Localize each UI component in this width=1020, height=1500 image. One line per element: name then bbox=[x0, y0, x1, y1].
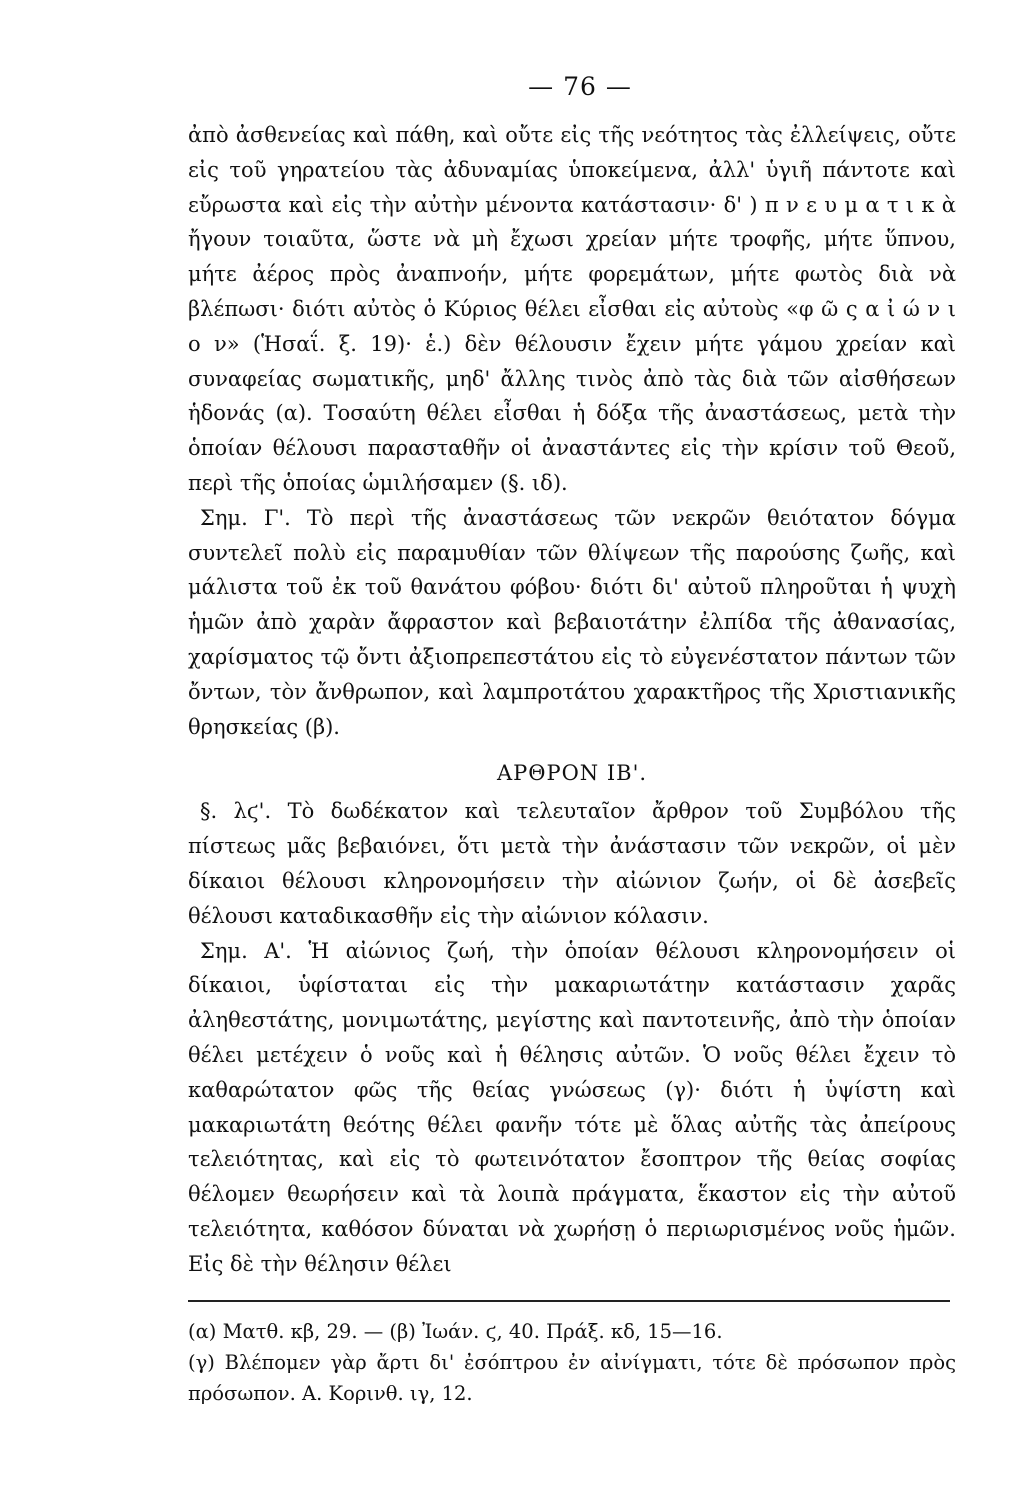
paragraph-article-twelve: §. λϛ'. Τὸ δωδέκατον καὶ τελευταῖον ἄρθρον τοῦ Συμβόλου τῆς πίστεως μᾶς βεβαιόνει, ὅτι μετὰ τὴν ἀνάστασιν τῶν νεκρῶν, οἱ μὲν δίκαιοι θέλουσι κληρονομήσειν τὴν αἰώνιον ζωήν, οἱ δὲ ἀσεβεῖς θέλουσι καταδικασθῆν εἰς τὴν αἰώνιον κόλασιν. bbox=[188, 799, 956, 928]
paragraph-resurrection-continued: ἀπὸ ἀσθενείας καὶ πάθη, καὶ οὔτε εἰς τῆς νεότητος τὰς ἐλλείψεις, οὔτε εἰς τοῦ γηρατείου τὰς ἀδυναμίας ὑποκείμενα, ἀλλ' ὑγιῆ πάντοτε καὶ εὔρωστα καὶ εἰς τὴν αὐτὴν μένοντα κατάστασιν· δ' ) π ν ε υ μ α τ ι κ ὰ ἤγουν τοιαῦτα, ὥστε νὰ μὴ ἔχωσι χρείαν μήτε τροφῆς, μήτε ὕπνου, μήτε ἀέρος πρὸς ἀναπνοήν, μήτε φορεμάτων, μήτε φωτὸς διὰ νὰ βλέπωσι· διότι αὐτὸς ὁ Κύριος θέλει εἶσθαι εἰς αὐτοὺς «φ ῶ ς α ἰ ώ ν ι ο ν» (Ἡσαΐ. ξ. 19)· ἑ.) δὲν θέλουσιν ἔχειν μήτε γάμου χρείαν καὶ συναφείας σωματικῆς, μηδ' ἄλλης τινὸς ἀπὸ τὰς διὰ τῶν αἰσθήσεων ἡδονάς (α). Τοσαύτη θέλει εἶσθαι ἡ δόξα τῆς ἀναστάσεως, μετὰ τὴν ὁποίαν θέλουσι παρασταθῆν οἱ ἀναστάντες εἰς τὴν κρίσιν τοῦ Θεοῦ, περὶ τῆς ὁποίας ὡμιλήσαμεν (§. ιδ). bbox=[188, 123, 956, 495]
page-number: — 76 — bbox=[528, 72, 632, 101]
paragraph-note-alpha: Σημ. Α'. Ἡ αἰώνιος ζωή, τὴν ὁποίαν θέλουσι κληρονομήσειν οἱ δίκαιοι, ὑφίσταται εἰς τὴν μακαριωτάτην κατάστασιν χαρᾶς ἀληθεστάτης, μονιμωτάτης, μεγίστης καὶ παντοτεινῆς, ἀπὸ τὴν ὁποίαν θέλει μετέχειν ὁ νοῦς καὶ ἡ θέλησις αὐτῶν. Ὁ νοῦς θέλει ἔχειν τὸ καθαρώτατον φῶς τῆς θείας γνώσεως (γ)· διότι ἡ ὑψίστη καὶ μακαριωτάτη θεότης θέλει φανῆν τότε μὲ ὅλας αὐτῆς τὰς ἀπείρους τελειότητας, καὶ εἰς τὸ φωτεινότατον ἔσοπτρον τῆς θείας σοφίας θέλομεν θεωρήσειν καὶ τὰ λοιπὰ πράγματα, ἕκαστον εἰς τὴν αὐτοῦ τελειότητα, καθόσον δύναται νὰ χωρήσῃ ὁ περιωρισμένος νοῦς ἡμῶν. Εἰς δὲ τὴν θέλησιν θέλει bbox=[188, 938, 956, 1276]
paragraph-note-gamma: Σημ. Γ'. Τὸ περὶ τῆς ἀναστάσεως τῶν νεκρῶν θειότατον δόγμα συντελεῖ πολὺ εἰς παραμυθίαν τῶν θλίψεων τῆς παρούσης ζωῆς, καὶ μάλιστα τοῦ ἐκ τοῦ θανάτου φόβου· διότι δι' αὐτοῦ πληροῦται ἡ ψυχὴ ἡμῶν ἀπὸ χαρὰν ἄφραστον καὶ βεβαιοτάτην ἐλπίδα τῆς ἀθανασίας, χαρίσματος τῷ ὄντι ἀξιοπρεπεστάτου εἰς τὸ εὐγενέστατον πάντων τῶν ὄντων, τὸν ἄνθρωπον, καὶ λαμπροτάτου χαρακτῆρος τῆς Χριστιανικῆς θρησκείας (β). bbox=[188, 505, 956, 739]
footnote-gamma: (γ) Βλέπομεν γὰρ ἄρτι δι' ἐσόπτρου ἐν αἰνίγματι, τότε δὲ πρόσωπον πρὸς πρόσωπον. Α. Κορινθ. ιγ, 12. bbox=[188, 1351, 956, 1405]
main-text bbox=[188, 118, 956, 1282]
footnote-alpha-beta: (α) Ματθ. κβ, 29. — (β) Ἰωάν. ϛ, 40. Πράξ. κδ, 15—16. bbox=[188, 1320, 723, 1343]
footnote-divider bbox=[188, 1300, 950, 1302]
footnotes bbox=[188, 1316, 956, 1409]
article-heading: ΑΡΘΡΟΝ ΙΒ'. bbox=[496, 761, 648, 786]
